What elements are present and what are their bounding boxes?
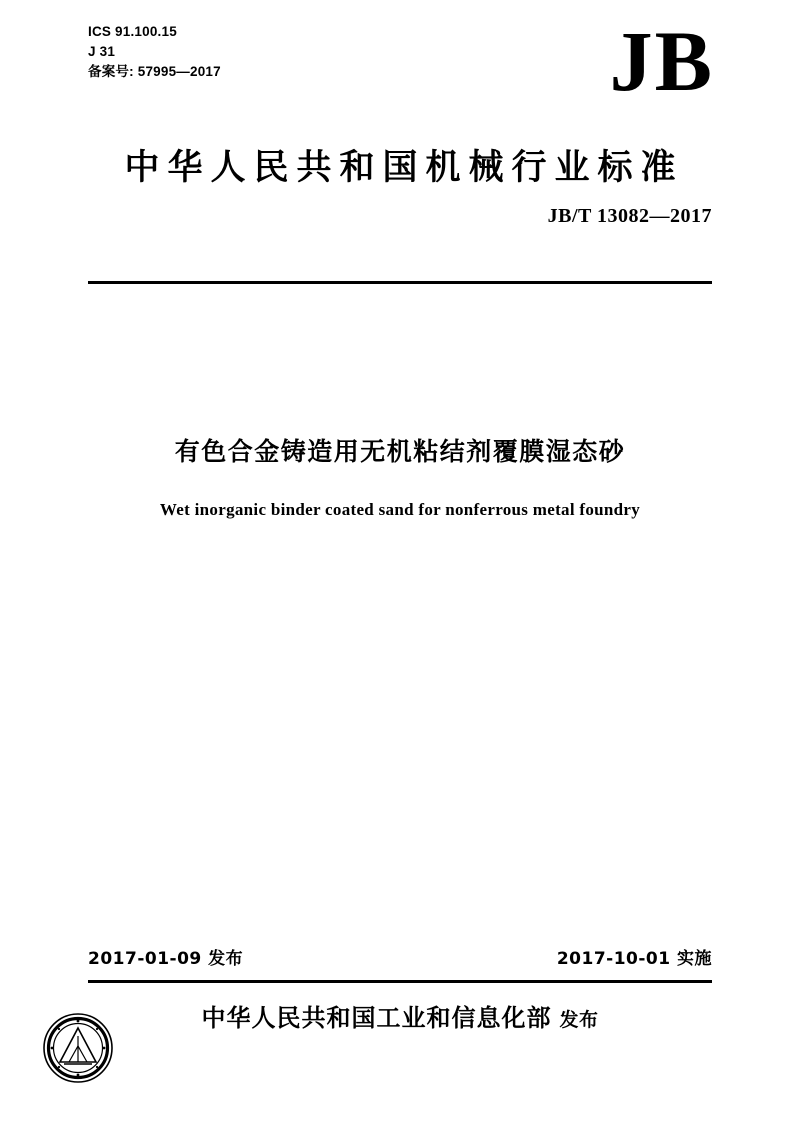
issue-date: 2017-01-09 发布 [88,949,244,969]
document-title-english: Wet inorganic binder coated sand for nonferrous metal foundry [159,500,641,519]
authority-title: 中华人民共和国机械行业标准 [124,148,684,188]
publisher-verb: 发布 [559,1009,599,1031]
document-title-chinese: 有色合金铸造用无机粘结剂覆膜湿态砂 [174,437,626,466]
jb-logo: JB [609,13,714,109]
divider-bottom [88,980,712,983]
record-number: 备案号: 57995—2017 [88,64,221,79]
divider-top [88,281,712,284]
publisher-name: 中华人民共和国工业和信息化部 [201,1004,552,1032]
standardization-emblem-icon [42,1012,114,1084]
effective-date: 2017-10-01 实施 [556,949,712,969]
publisher-line [0,998,800,1033]
ics-info-block [88,22,221,82]
classification-code: J 31 [88,44,116,59]
ics-code: ICS 91.100.15 [88,24,177,39]
standard-number: JB/T 13082—2017 [547,205,712,227]
